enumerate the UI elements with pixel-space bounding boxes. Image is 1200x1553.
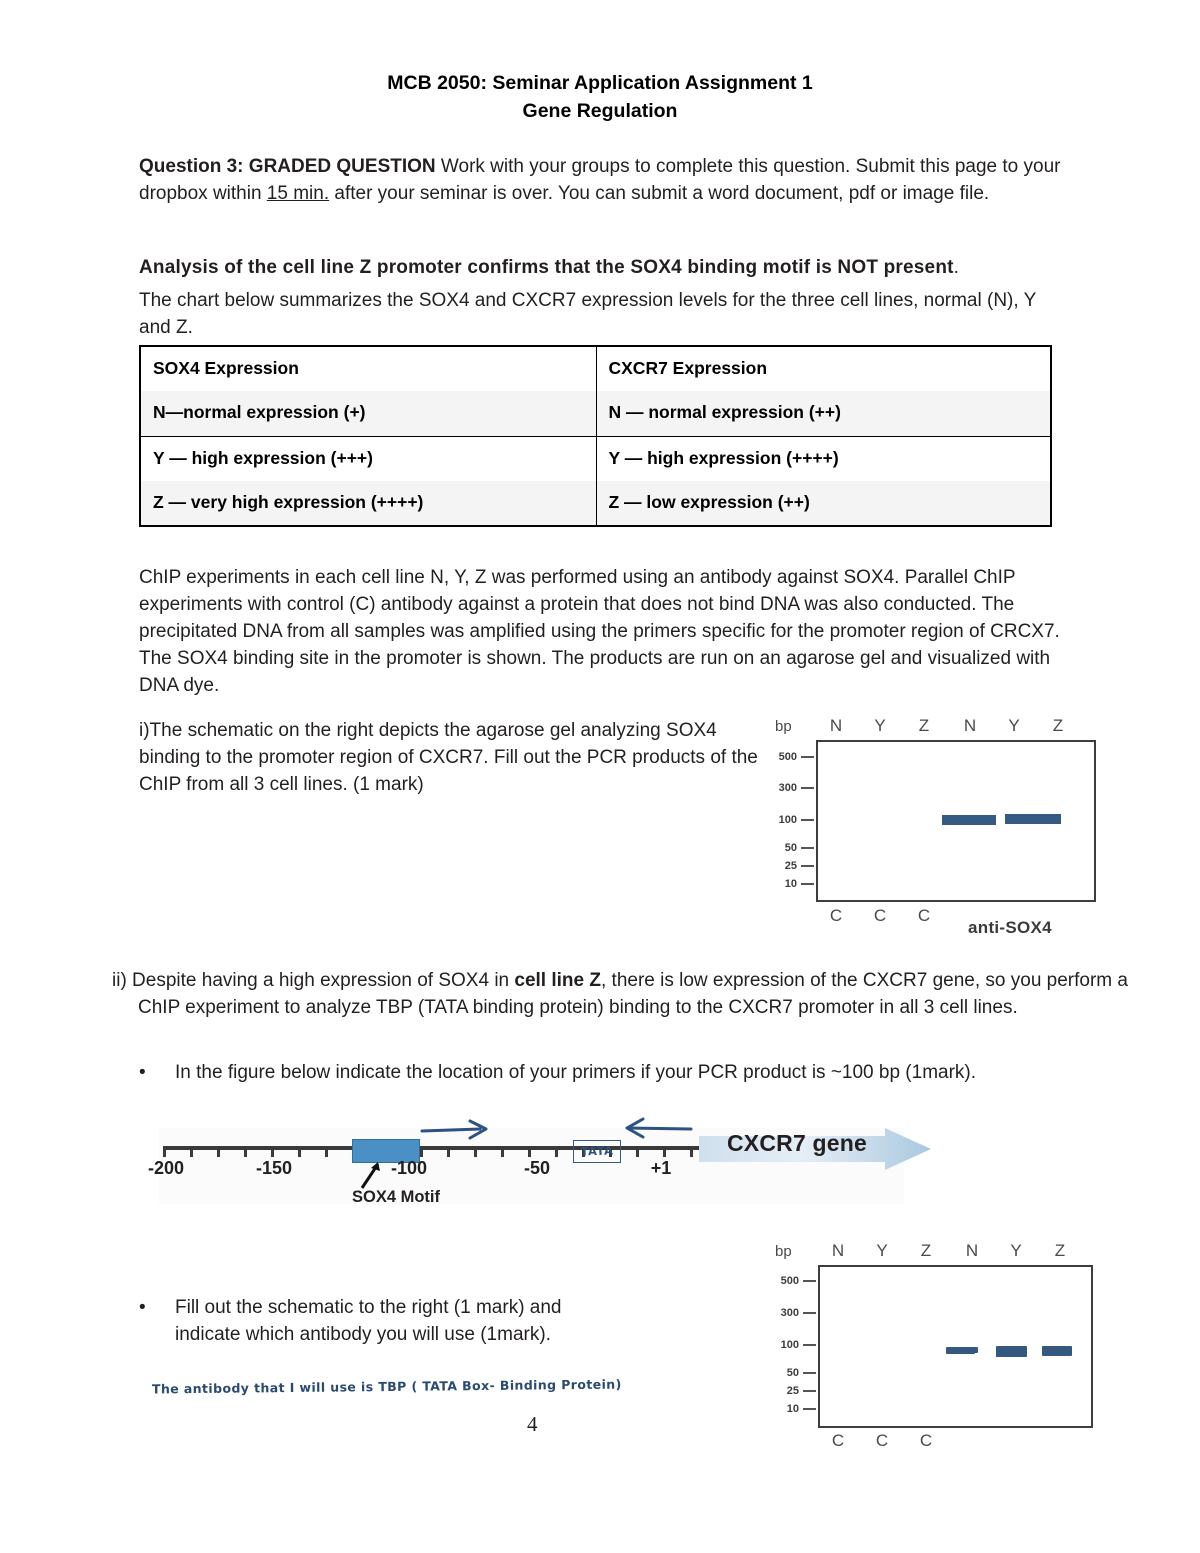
gel1-lane-label-2: Y <box>874 716 886 735</box>
title-line-1: MCB 2050: Seminar Application Assignment 1 <box>387 72 813 94</box>
cell-cxcr7-y: Y — high expression (++++) <box>596 436 1051 481</box>
axis-tick <box>636 1146 639 1157</box>
gel1-ladder-300-text: 300 <box>778 782 797 794</box>
gel2-lane-label-1: N <box>831 1241 845 1260</box>
gel1-ladder-500 <box>768 751 814 763</box>
question-ii-text-b: , there is low expression of the CXCR7 gene, so you perform a ChIP experiment to analyze TBP (TATA binding protein) binding to the CXCR7 promoter in all 3 cell lines. <box>138 970 1128 1018</box>
ladder-dash-icon <box>803 1312 816 1314</box>
gel2-lane-label-2: Y <box>876 1241 888 1260</box>
gel2-ladder-500-text: 500 <box>780 1275 799 1287</box>
table-header-sox4: SOX4 Expression <box>140 346 596 391</box>
analysis-bold-text: Analysis of the cell line Z promoter confirms that the SOX4 binding motif is NOT present <box>139 257 954 278</box>
axis-tick <box>663 1146 666 1157</box>
question-3-label: Question 3: GRADED QUESTION <box>139 156 436 177</box>
ladder-dash-icon <box>803 1408 816 1410</box>
gel1-control-label-1: C <box>829 906 843 925</box>
analysis-period: . <box>953 257 960 278</box>
gel1-control-label-2: C <box>873 906 887 925</box>
ladder-dash-icon <box>801 865 814 867</box>
question-i-text: i)The schematic on the right depicts the agarose gel analyzing SOX4 binding to the promoter region of CXCR7. Fill out the PCR products of the ChIP from all 3 cell lines. (1 mark) <box>139 720 758 795</box>
gel2-control-label-2: C <box>875 1431 889 1450</box>
expression-table <box>139 345 1052 527</box>
bullet-1-text: In the figure below indicate the location of your primers if your PCR product is ~100 bp (1mark). <box>175 1062 977 1083</box>
bullet-point-icon: • <box>139 1297 146 1318</box>
gel2-ladder-100-text: 100 <box>780 1339 799 1351</box>
gel1-lane-label-3: Z <box>918 716 930 735</box>
table-row <box>140 481 1051 526</box>
ladder-dash-icon <box>801 883 814 885</box>
axis-tick <box>555 1146 558 1157</box>
chart-intro-paragraph: The chart below summarizes the SOX4 and CXCR7 expression levels for the three cell lines, normal (N), Y and Z. <box>139 290 1036 338</box>
gel2-lane-label-6: Z <box>1054 1241 1066 1260</box>
axis-tick <box>447 1146 450 1157</box>
gel1-ladder-10 <box>768 878 814 890</box>
gel-figure-tbp <box>770 1238 1100 1463</box>
axis-tick <box>271 1146 274 1157</box>
gel2-lane-label-5: Y <box>1010 1241 1022 1260</box>
gel2-ladder-300-text: 300 <box>780 1307 799 1319</box>
gel1-antibody-label: anti-SOX4 <box>968 918 1052 937</box>
bullet-2-text: Fill out the schematic to the right (1 mark) and indicate which antibody you will use (1mark). <box>175 1297 562 1345</box>
axis-label--50: -50 <box>523 1158 550 1178</box>
gel1-ladder-100-text: 100 <box>778 814 797 826</box>
axis-tick <box>190 1146 193 1157</box>
gel1-band-lane-N-antiSOX4 <box>942 815 996 825</box>
gel2-ladder-500 <box>770 1275 816 1287</box>
promoter-axis-line <box>163 1146 723 1150</box>
gel2-ladder-10 <box>770 1403 816 1415</box>
axis-label--100: -100 <box>390 1158 428 1178</box>
ladder-dash-icon <box>801 756 814 758</box>
gel1-lane-label-5: Y <box>1008 716 1020 735</box>
axis-tick <box>163 1146 166 1157</box>
axis-tick <box>420 1146 423 1157</box>
table-header-cxcr7: CXCR7 Expression <box>596 346 1051 391</box>
page-title <box>0 0 1200 125</box>
ladder-dash-icon <box>803 1280 816 1282</box>
bullet-item-primers <box>139 1060 1139 1087</box>
gel2-ladder-25 <box>770 1385 816 1397</box>
gel2-lane-label-4: N <box>965 1241 979 1260</box>
promoter-schematic <box>139 1112 929 1227</box>
gel2-ladder-100 <box>770 1339 816 1351</box>
chip-experiment-paragraph: ChIP experiments in each cell line N, Y, Z was performed using an antibody against SOX4. Parallel ChIP experiments with control (C) antibody against a protein that does not bind DNA was also conducted. The precipitated DNA from all samples was amplified using the primers specific for the promoter region of CRCX7. The SOX4 binding site in the promoter is shown. The products are run on an agarose gel and visualized with DNA dye. <box>139 567 1060 696</box>
title-line-2: Gene Regulation <box>522 99 678 122</box>
gel1-ladder-300 <box>768 782 814 794</box>
table-row <box>140 436 1051 481</box>
cell-cxcr7-n: N — normal expression (++) <box>596 391 1051 436</box>
axis-tick <box>690 1146 693 1157</box>
gel2-ladder-50-text: 50 <box>786 1367 799 1379</box>
axis-tick <box>244 1146 247 1157</box>
gel1-lane-label-4: N <box>963 716 977 735</box>
axis-tick <box>325 1146 328 1157</box>
tata-box-label: TATA <box>580 1143 614 1159</box>
gel2-control-label-3: C <box>919 1431 933 1450</box>
gel2-band-lane-Y-antiTBP-stroke <box>996 1348 1022 1357</box>
ladder-dash-icon <box>801 847 814 849</box>
axis-label-+1: +1 <box>650 1158 672 1178</box>
gel2-ladder-25-text: 25 <box>786 1385 799 1397</box>
table-header-row <box>140 346 1051 391</box>
gel1-ladder-10-text: 10 <box>784 878 797 890</box>
question-ii-bold: cell line Z <box>514 970 601 991</box>
gel1-band-lane-Y-antiSOX4 <box>1005 814 1061 824</box>
axis-tick <box>528 1146 531 1157</box>
analysis-statement <box>139 255 1069 282</box>
gel2-control-label-1: C <box>831 1431 845 1450</box>
bullet-item-schematic <box>139 1295 619 1349</box>
gel2-ladder-10-text: 10 <box>786 1403 799 1415</box>
cell-cxcr7-z: Z — low expression (++) <box>596 481 1051 526</box>
gel1-ladder-100 <box>768 814 814 826</box>
cell-sox4-y: Y — high expression (+++) <box>140 436 596 481</box>
bullet-point-icon: • <box>139 1062 146 1083</box>
axis-tick <box>474 1146 477 1157</box>
axis-tick <box>298 1146 301 1157</box>
axis-label--200: -200 <box>147 1158 185 1178</box>
gel2-ladder-300 <box>770 1307 816 1319</box>
axis-tick <box>501 1146 504 1157</box>
gel1-ladder-25-text: 25 <box>784 860 797 872</box>
cell-sox4-z: Z — very high expression (++++) <box>140 481 596 526</box>
question-3-text-a: Work with your groups to complete this question. Submit this page to your dropbox within <box>139 156 1061 204</box>
cell-sox4-n: N—normal expression (+) <box>140 391 596 436</box>
gel1-control-label-3: C <box>917 906 931 925</box>
handwritten-answer: The antibody that I will use is TBP ( TATA Box- Binding Protein) <box>151 1376 622 1397</box>
gel2-lane-label-3: Z <box>920 1241 932 1260</box>
reverse-primer-arrow-icon <box>621 1116 693 1142</box>
ladder-dash-icon <box>801 819 814 821</box>
gel1-lane-label-6: Z <box>1052 716 1064 735</box>
axis-label--150: -150 <box>255 1158 293 1178</box>
gel1-bp-label: bp <box>775 718 792 735</box>
gel1-ladder-50-text: 50 <box>784 842 797 854</box>
ladder-dash-icon <box>801 787 814 789</box>
question-ii-text-a: ii) Despite having a high expression of SOX4 in <box>112 970 515 991</box>
question-3-text-b: after your seminar is over. You can submit a word document, pdf or image file. <box>329 182 990 204</box>
gel2-band-lane-Z-antiTBP <box>1042 1346 1072 1356</box>
ladder-dash-icon <box>803 1372 816 1374</box>
question-3-deadline: 15 min. <box>266 182 330 204</box>
question-ii-paragraph <box>112 968 1152 1022</box>
table-row <box>140 391 1051 436</box>
gel2-bp-label: bp <box>775 1243 792 1260</box>
gel1-ladder-25 <box>768 860 814 872</box>
gel-figure-sox4 <box>770 712 1100 952</box>
gel1-lane-label-1: N <box>829 716 843 735</box>
gel1-ladder-500-text: 500 <box>778 751 797 763</box>
page-number: 4 <box>527 1412 538 1436</box>
ladder-dash-icon <box>803 1344 816 1346</box>
axis-tick <box>217 1146 220 1157</box>
gel1-ladder-50 <box>768 842 814 854</box>
question-3-paragraph <box>139 154 1069 208</box>
gel2-ladder-50 <box>770 1367 816 1379</box>
sox4-motif-label: SOX4 Motif <box>351 1188 440 1206</box>
ladder-dash-icon <box>803 1390 816 1392</box>
cxcr7-gene-label: CXCR7 gene <box>727 1130 868 1156</box>
forward-primer-arrow-icon <box>420 1118 500 1144</box>
gel2-band-lane-N-antiTBP-stroke <box>946 1350 975 1354</box>
